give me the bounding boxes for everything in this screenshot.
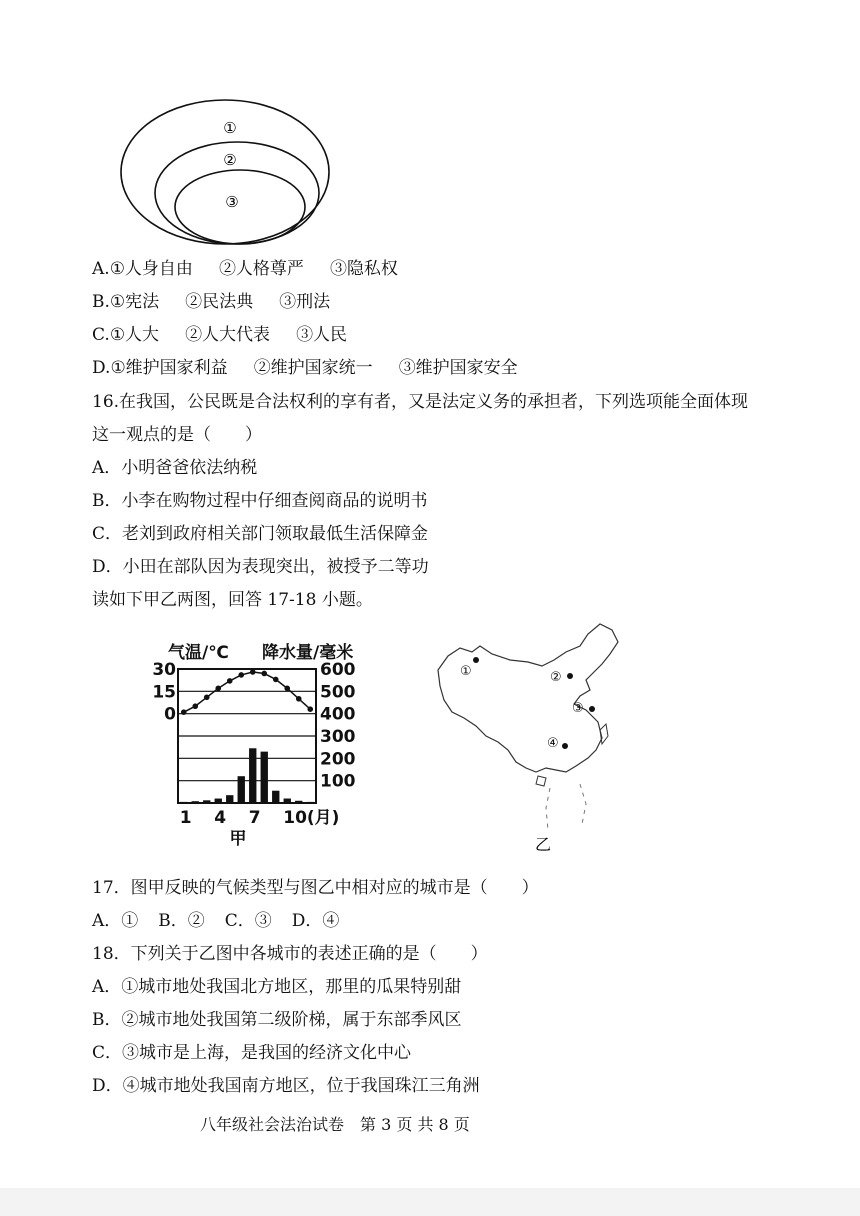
south-sea-line bbox=[546, 784, 586, 830]
q15-option-a bbox=[92, 258, 398, 280]
venn-label-2: ② bbox=[223, 151, 237, 169]
map-caption: 乙 bbox=[534, 835, 552, 854]
precipitation-bar bbox=[180, 802, 187, 803]
x-tick-label: 10(月) bbox=[283, 808, 340, 828]
nested-ellipse-diagram bbox=[115, 96, 335, 248]
temperature-line bbox=[184, 672, 311, 712]
right-tick-label: 300 bbox=[320, 727, 356, 747]
option-item: ②人格尊严 bbox=[218, 259, 304, 279]
precipitation-bar bbox=[215, 799, 222, 803]
left-tick-label: 0 bbox=[164, 704, 176, 725]
q17-option-b: B．② bbox=[158, 911, 205, 931]
precipitation-bar bbox=[261, 752, 268, 803]
temperature-point bbox=[250, 669, 256, 675]
q17-option-d: D．④ bbox=[291, 911, 340, 931]
q16-option-b: B．小李在购物过程中仔细查阅商品的说明书 bbox=[92, 491, 428, 511]
option-letter: A. bbox=[92, 259, 110, 279]
q15-option-c bbox=[92, 324, 347, 346]
option-item: ③刑法 bbox=[279, 292, 331, 312]
q17-option-a: A．① bbox=[92, 911, 139, 931]
temperature-point bbox=[181, 709, 187, 715]
precipitation-bar bbox=[203, 800, 210, 803]
city-label-1: ① bbox=[460, 664, 472, 679]
temperature-point bbox=[307, 706, 313, 712]
q16-stem-line2: 这一观点的是（ ） bbox=[92, 425, 262, 445]
temperature-point bbox=[215, 686, 221, 692]
temperature-point bbox=[204, 694, 210, 700]
option-item: ①宪法 bbox=[109, 292, 160, 312]
temperature-point bbox=[192, 703, 198, 709]
read-instruction: 读如下甲乙两图，回答 17-18 小题。 bbox=[92, 590, 373, 610]
city-label-4: ④ bbox=[547, 736, 559, 751]
x-tick-label: 7 bbox=[248, 808, 261, 828]
city-label-2: ② bbox=[550, 670, 562, 685]
q16-option-d: D．小田在部队因为表现突出，被授予二等功 bbox=[92, 557, 429, 577]
china-map bbox=[430, 618, 630, 858]
option-item: ②民法典 bbox=[185, 292, 254, 312]
left-tick-label: 15 bbox=[152, 682, 176, 703]
right-tick-label: 400 bbox=[320, 704, 356, 725]
right-tick-label: 600 bbox=[320, 660, 356, 680]
q18-option-d: D．④城市地处我国南方地区，位于我国珠江三角洲 bbox=[92, 1076, 480, 1096]
city-dot-2 bbox=[567, 673, 573, 679]
temperature-point bbox=[261, 671, 267, 677]
precipitation-bar bbox=[284, 799, 291, 803]
option-letter: C. bbox=[92, 325, 110, 345]
precipitation-bar bbox=[192, 801, 199, 803]
city-dot-1 bbox=[473, 657, 479, 663]
q16-option-a: A．小明爸爸依法纳税 bbox=[92, 458, 258, 478]
q18-option-c: C．③城市是上海，是我国的经济文化中心 bbox=[92, 1043, 412, 1063]
option-letter: D. bbox=[92, 358, 111, 378]
venn-label-3: ③ bbox=[225, 193, 239, 211]
city-label-3: ③ bbox=[572, 701, 584, 716]
option-item: ①维护国家利益 bbox=[110, 358, 228, 378]
option-item: ②维护国家统一 bbox=[253, 358, 373, 378]
q16-stem-line1: 16.在我国，公民既是合法权利的享有者，又是法定义务的承担者，下列选项能全面体现 bbox=[92, 392, 749, 412]
precipitation-bar bbox=[238, 776, 245, 803]
precipitation-bar bbox=[307, 802, 314, 803]
hainan-outline bbox=[536, 776, 546, 786]
q16-option-c: C．老刘到政府相关部门领取最低生活保障金 bbox=[92, 524, 429, 544]
city-dot-4 bbox=[562, 743, 568, 749]
q15-option-b bbox=[92, 291, 330, 313]
x-tick-label: 4 bbox=[214, 808, 227, 828]
left-tick-label: 30 bbox=[152, 660, 176, 680]
x-caption: 甲 bbox=[229, 829, 247, 849]
temperature-point bbox=[238, 672, 244, 678]
left-axis-label: 气温/℃ bbox=[168, 643, 229, 663]
temperature-point bbox=[273, 677, 279, 683]
right-axis-label: 降水量/毫米 bbox=[262, 643, 354, 663]
option-item: ③人民 bbox=[296, 325, 348, 345]
precipitation-bar bbox=[226, 795, 233, 803]
q17-option-c: C．③ bbox=[224, 911, 272, 931]
q18-option-a: A．①城市地处我国北方地区，那里的瓜果特别甜 bbox=[92, 977, 462, 997]
option-item: ①人大 bbox=[109, 325, 160, 345]
venn-label-1: ① bbox=[223, 119, 237, 137]
q15-option-d bbox=[92, 357, 518, 379]
china-outline bbox=[438, 624, 618, 772]
option-item: ③隐私权 bbox=[329, 259, 398, 279]
right-tick-label: 500 bbox=[320, 682, 356, 703]
q17-options bbox=[92, 910, 339, 932]
option-item: ③维护国家安全 bbox=[398, 358, 518, 378]
x-tick-label: 1 bbox=[179, 808, 192, 828]
temperature-point bbox=[284, 686, 290, 692]
climate-chart bbox=[152, 636, 413, 854]
scan-bottom-edge bbox=[0, 1188, 860, 1216]
q17-stem: 17．图甲反映的气候类型与图乙中相对应的城市是（ ） bbox=[92, 878, 539, 898]
city-dot-3 bbox=[589, 706, 595, 712]
right-tick-label: 100 bbox=[320, 771, 356, 792]
page-footer: 八年级社会法治试卷 第 3 页 共 8 页 bbox=[200, 1115, 470, 1134]
precipitation-bar bbox=[272, 791, 279, 803]
q18-stem: 18．下列关于乙图中各城市的表述正确的是（ ） bbox=[92, 944, 488, 964]
precipitation-bar bbox=[249, 748, 256, 803]
temperature-point bbox=[296, 696, 302, 702]
precipitation-bar bbox=[295, 801, 302, 803]
temperature-point bbox=[227, 678, 233, 684]
option-item: ①人身自由 bbox=[109, 259, 193, 279]
q18-option-b: B．②城市地处我国第二级阶梯，属于东部季风区 bbox=[92, 1010, 462, 1030]
option-letter: B. bbox=[92, 292, 110, 312]
right-tick-label: 200 bbox=[320, 749, 356, 770]
option-item: ②人大代表 bbox=[185, 325, 271, 345]
